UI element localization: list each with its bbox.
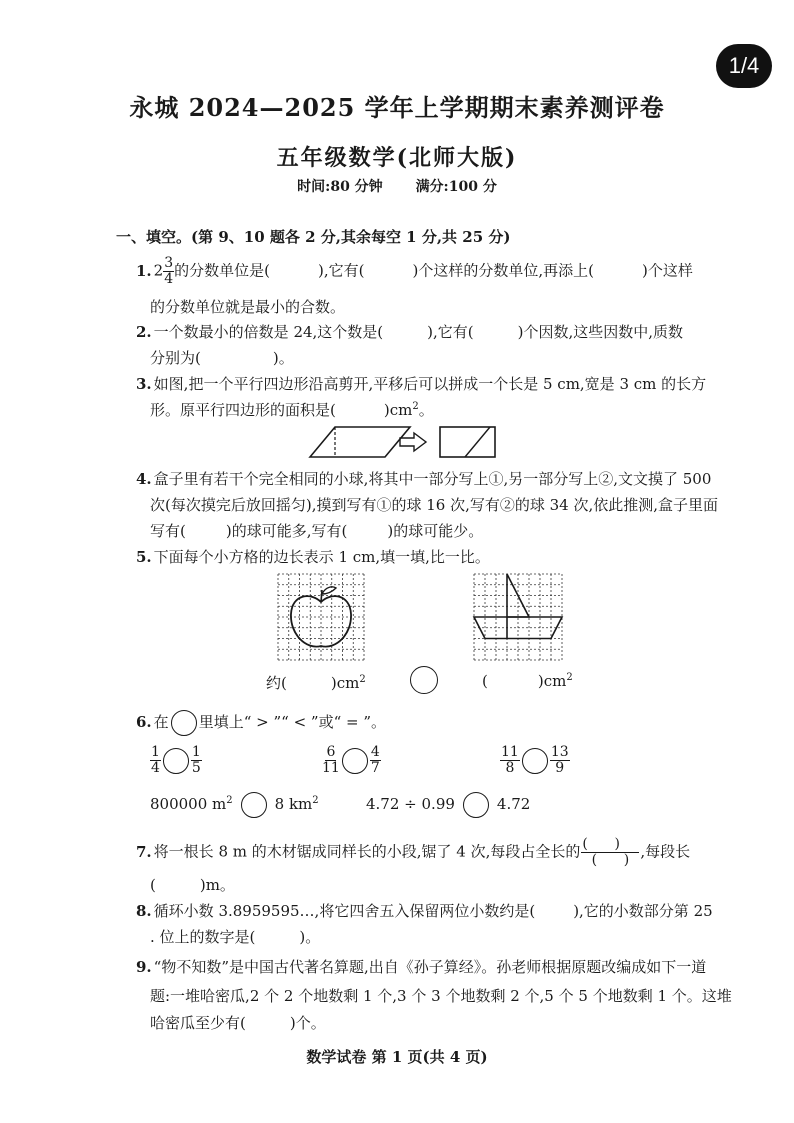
arrow-right-icon [400,433,426,451]
q6-text-a: 在 [153,713,169,731]
apple-stem [321,590,322,602]
q5-text: 下面每个小方格的边长表示 1 cm,填一填,比一比。 [153,548,490,566]
q4-line3-c: )的球可能少。 [387,522,484,540]
question-2-line-2 [150,347,294,368]
question-9-line-1 [136,956,706,977]
q3-sup: 2 [412,401,419,412]
exam-score: 满分:100 分 [415,179,497,195]
q6-compare-circle-1[interactable] [163,748,189,774]
q8-text-a: 循环小数 3.8959595…,将它四舍五入保留两位小数约是( [153,902,536,920]
q2-text-a: 一个数最小的倍数是 24,这个数是( [153,323,384,341]
q2-line2-a: 分别为( [150,349,201,367]
question-3-line-2 [150,399,434,420]
q6-row2-a [150,792,319,818]
q4-line1: 盒子里有若干个完全相同的小球,将其中一部分写上①,另一部分写上②,文文摸了 500 [153,470,712,488]
exam-time: 时间:80 分钟 [297,179,383,195]
q6-p3-b-num: 13 [550,744,569,760]
q1-text-d: )个这样 [641,261,693,280]
q1-text-b: ),它有( [318,261,365,280]
q8-line2-a: . 位上的数字是( [150,928,256,946]
q6-p2-a-num: 6 [326,744,336,760]
q6-compare-circle-3[interactable] [522,748,548,774]
question-1-line-2: 的分数单位就是最小的合数。 [150,298,346,316]
q7-line2-a: ( [150,876,156,894]
q9-line1: “物不知数”是中国古代著名算题,出自《孙子算经》。孙老师根据原题改编成如下一道 [153,958,707,976]
apple-leaf [322,587,336,594]
q6-compare-circle-4[interactable] [241,792,267,818]
q9-line3-a: 哈密瓜至少有( [150,1014,246,1032]
boat-grid-figure [472,572,564,662]
question-7-line-2 [150,874,235,895]
q6-p2-b-num: 4 [370,744,380,760]
question-9-number: 9. [136,958,152,976]
q5-left-b: )cm [330,674,360,692]
q6-sup-1: 2 [226,795,233,806]
question-8-number: 8. [136,902,152,920]
question-7-number: 7. [136,842,152,861]
q3-line2-a: 形。原平行四边形的面积是( [150,401,336,419]
q6-r2a-left: 800000 m [150,795,227,813]
q1-text-c: )个这样的分数单位,再添上( [412,261,594,280]
q6-r2b-right: 4.72 [496,795,531,813]
page-footer: 数学试卷 第 1 页(共 4 页) [306,1048,488,1066]
question-4-line-2: 次(每次摸完后放回摇匀),摸到写有①的球 16 次,写有②的球 34 次,依此推测,盒子里面 [150,496,719,514]
apple-grid-figure [276,572,366,662]
rectangle-cut-line [465,427,490,457]
q9-line3-b: )个。 [289,1014,326,1032]
parallelogram-shape [310,427,410,457]
q6-example-circle [171,710,197,736]
q6-p1-a-num: 1 [151,744,160,760]
q6-p3-b-den: 9 [555,760,565,776]
q2-text-b: ),它有( [427,323,474,341]
q6-pair-2 [322,745,381,776]
exam-meta [0,176,794,196]
exam-subtitle: 五年级数学(北师大版) [276,145,518,171]
q6-p3-a-num: 11 [501,744,519,760]
question-3-line-1 [136,373,706,394]
q7-fraction-blank[interactable]: $\frac{( )}{( )}$ [580,837,640,868]
q8-text-b: ),它的小数部分第 25 [573,902,713,920]
q5-right-answer [482,672,573,690]
q6-r2b-left: 4.72 ÷ 0.99 [366,795,455,813]
q4-line3-b: )的球可能多,写有( [225,522,348,540]
q5-sup-2: 2 [566,672,573,683]
q5-left-answer [266,672,366,693]
q5-compare-circle[interactable] [410,666,438,694]
question-5-line-1 [136,546,490,567]
q6-pair-3 [500,745,570,776]
question-6-line-1 [136,710,386,736]
q6-row2-b [366,792,530,818]
q6-sup-2: 2 [312,795,319,806]
page-indicator-badge[interactable]: 1/4 [716,44,772,88]
q6-pair-1 [150,745,202,776]
q6-p1-a-den: 4 [151,760,160,776]
q6-p3-a-den: 8 [505,760,515,776]
question-6-number: 6. [136,713,152,731]
question-8-line-1 [136,900,713,921]
q6-text-b: 里填上“ > ”“ < ”或“ = ”。 [198,713,387,731]
q1-frac-den: 4 [164,271,174,287]
q5-left-a: 约( [266,674,287,692]
q6-compare-circle-2[interactable] [342,748,368,774]
exam-title: 永城 2024—2025 学年上学期期末素养测评卷 [129,93,665,122]
q8-line2-b: )。 [299,928,321,946]
q7-text-b: ,每段长 [640,842,691,861]
section-1-title: 一、填空。(第 9、10 题各 2 分,其余每空 1 分,共 25 分) [116,228,511,246]
question-9-line-2: 题:一堆哈密瓜,2 个 2 个地数剩 1 个,3 个 3 个地数剩 2 个,5 个 5 个地数剩 1 个。这堆 [150,987,732,1005]
question-1-number: 1. [136,261,152,280]
q2-text-c: )个因数,这些因数中,质数 [517,323,684,341]
question-4-line-3 [150,520,483,541]
q6-p2-b-den: 7 [370,760,380,776]
parallelogram-figure [300,422,510,462]
question-5-number: 5. [136,548,152,566]
q7-line2-b: )m。 [199,876,235,894]
q7-text-a: 将一根长 8 m 的木材锯成同样长的小段,锯了 4 次,每段占全长的 [153,842,581,861]
question-3-number: 3. [136,375,152,393]
q3-line1: 如图,把一个平行四边形沿高剪开,平移后可以拼成一个长是 5 cm,宽是 3 cm 的长方 [153,375,707,393]
question-1-line-1 [136,256,693,287]
q4-line3-a: 写有( [150,522,186,540]
q6-p2-a-den: 11 [322,760,340,776]
q6-r2a-right: 8 km [274,795,313,813]
q6-p1-b-num: 1 [191,744,201,760]
q2-line2-b: )。 [272,349,294,367]
q6-p1-b-den: 5 [191,760,201,776]
q5-sup-1: 2 [359,674,366,685]
q5-right-a: ( [482,672,488,690]
q1-whole: 2 [153,261,164,280]
question-7-line-1 [136,837,690,868]
q5-right-b: )cm [537,672,567,690]
q3-line2-end: 。 [418,401,434,419]
q6-compare-circle-5[interactable] [463,792,489,818]
question-4-number: 4. [136,470,152,488]
q1-text-a: 的分数单位是( [174,261,270,280]
q1-fraction [163,256,174,287]
question-2-line-1 [136,321,683,342]
question-8-line-2 [150,926,320,947]
q3-line2-b: )cm [383,401,413,419]
question-2-number: 2. [136,323,152,341]
question-4-line-1 [136,468,711,489]
question-9-line-3 [150,1012,326,1033]
q1-frac-num: 3 [164,255,174,271]
